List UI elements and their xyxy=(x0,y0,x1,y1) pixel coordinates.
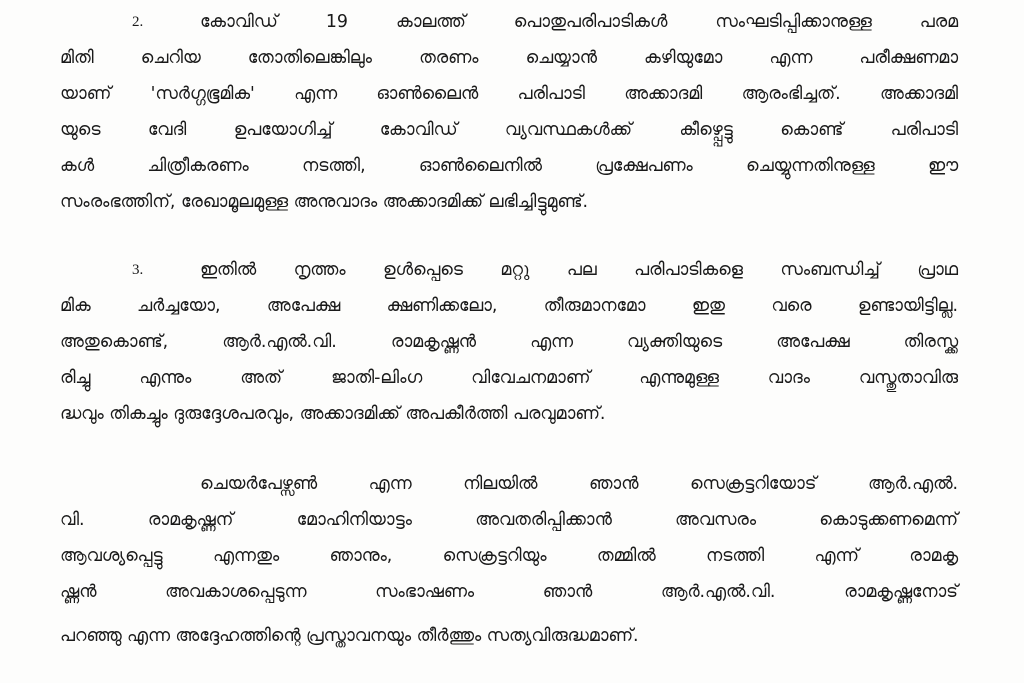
paragraph-number: 2. xyxy=(132,14,144,30)
text-line: മിതി ചെറിയ തോതിലെങ്കിലും തരണം ചെയ്യാൻ കഴിയുമോ എന്ന പരീക്ഷണമാ xyxy=(60,48,958,68)
text-line: വി. രാമകൃഷ്ണന് മോഹിനിയാട്ടം അവതരിപ്പിക്കാൻ അവസരം കൊടുക്കണമെന്ന് xyxy=(60,510,958,530)
text-line: യുടെ വേദി ഉപയോഗിച്ച് കോവിഡ് വ്യവസ്ഥകൾക്ക് കീഴ്പ്പെട്ടു കൊണ്ട് പരിപാടി xyxy=(60,120,959,140)
text-line: ദ്ധവും തികച്ചും ദുരുദ്ദേശപരവും, അക്കാദമിക്ക് അപകീർത്തി പരവുമാണ്. xyxy=(60,404,606,424)
text-line: പറഞ്ഞു എന്ന അദ്ദേഹത്തിന്റെ പ്രസ്താവനയും തീർത്തും സത്യവിരുദ്ധമാണ്. xyxy=(60,626,639,646)
text-line: രിച്ചു എന്നും അത് ജാതി-ലിംഗ വിവേചനമാണ് എന്നുമുള്ള വാദം വസ്തുതാവിരു xyxy=(60,368,958,388)
text-line: യാണ് 'സർഗ്ഗഭൂമിക' എന്ന ഓൺലൈൻ പരിപാടി അക്കാദമി ആരംഭിച്ചത്. അക്കാദമി xyxy=(60,84,958,104)
text-line: കോവിഡ് 19 കാലത്ത് പൊതുപരിപാടികൾ സംഘടിപ്പിക്കാനുള്ള പരമ xyxy=(200,12,958,32)
text-line: അതുകൊണ്ട്, ആർ.എൽ.വി. രാമകൃഷ്ണൻ എന്ന വ്യക്തിയുടെ അപേക്ഷ തിരസ്ക്ക xyxy=(60,332,958,352)
text-line: ഷ്ണൻ അവകാശപ്പെടുന്ന സംഭാഷണം ഞാൻ ആർ.എൽ.വി. രാമകൃഷ്ണനോട് xyxy=(60,582,958,602)
text-line: ചെയർപേഴ്സൺ എന്ന നിലയിൽ ഞാൻ സെക്രട്ടറിയോട് ആർ.എൽ. xyxy=(200,474,958,494)
paragraph-number: 3. xyxy=(132,262,144,278)
text-line: സംരംഭത്തിന്, രേഖാമൂലമുള്ള അനുവാദം അക്കാദമിക്ക് ലഭിച്ചിട്ടുമുണ്ട്. xyxy=(60,192,589,212)
text-line: ആവശ്യപ്പെട്ടു എന്നതും ഞാനും, സെക്രട്ടറിയും തമ്മിൽ നടത്തി എന്ന് രാമകൃ xyxy=(60,546,958,566)
text-line: മിക ചർച്ചയോ, അപേക്ഷ ക്ഷണിക്കലോ, തീരുമാനമോ ഇതു വരെ ഉണ്ടായിട്ടില്ല. xyxy=(60,296,958,316)
text-line: കൾ ചിത്രീകരണം നടത്തി, ഓൺലൈനിൽ പ്രക്ഷേപണം ചെയ്യുന്നതിനുള്ള ഈ xyxy=(60,156,958,176)
text-line: ഇതിൽ നൃത്തം ഉൾപ്പെടെ മറ്റു പല പരിപാടികളെ സംബന്ധിച്ച് പ്രാഥ xyxy=(200,260,958,280)
